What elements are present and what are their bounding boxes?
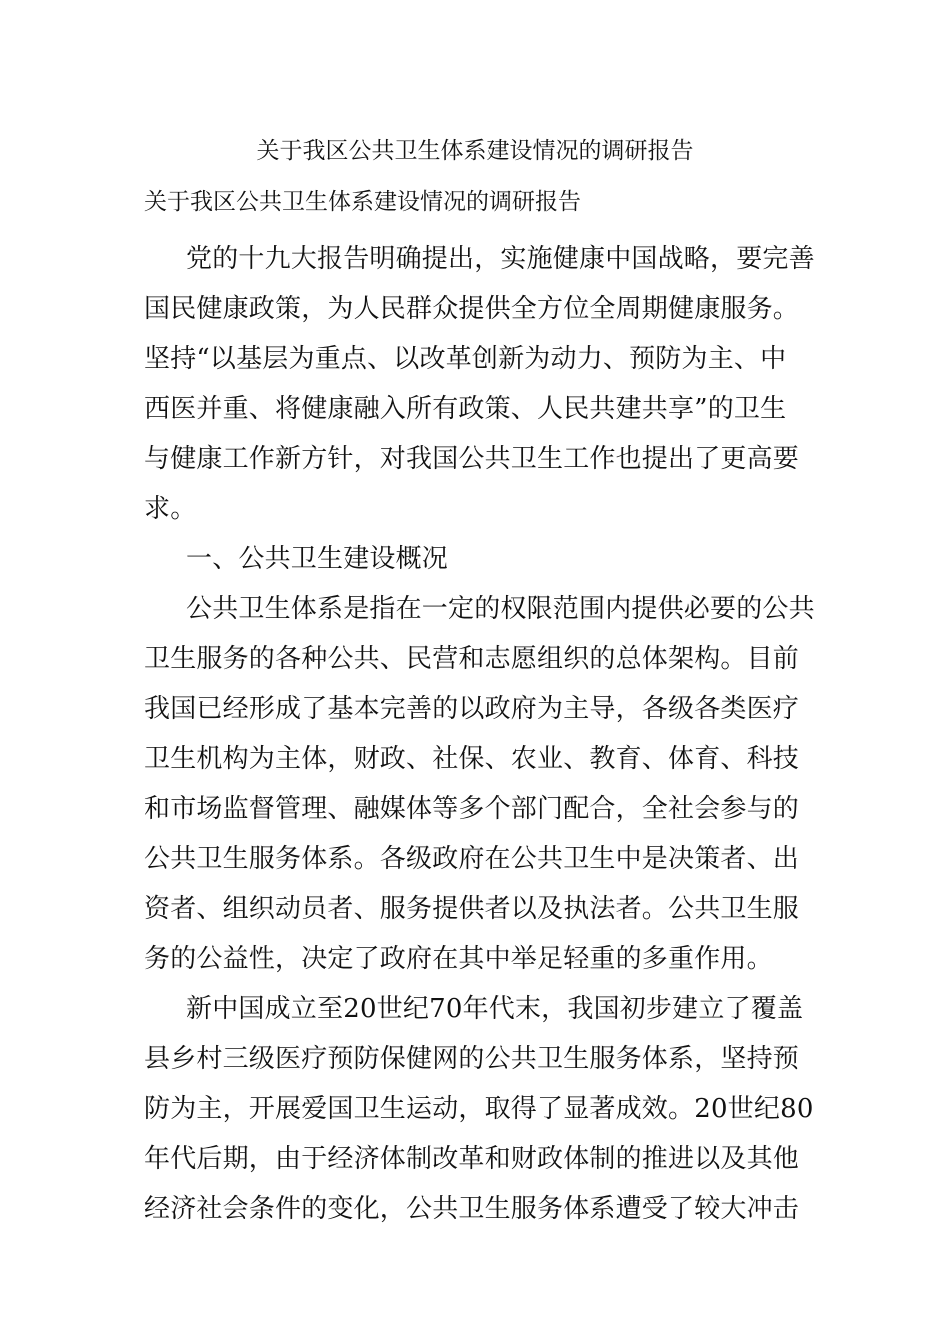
text-line: 经济社会条件的变化，公共卫生服务体系遭受了较大冲击: [144, 1194, 800, 1224]
text-line: 公共卫生体系是指在一定的权限范围内提供必要的公共: [186, 594, 815, 624]
document-subtitle: 关于我区公共卫生体系建设情况的调研报告: [144, 189, 581, 215]
text-line: 务的公益性，决定了政府在其中举足轻重的多重作用。: [144, 944, 773, 974]
text-line: 求。: [144, 494, 197, 524]
text-line: 西医并重、将健康融入所有政策、人民共建共享”的卫生: [144, 394, 787, 424]
document-body: [144, 234, 820, 1234]
text-line: 与健康工作新方针，对我国公共卫生工作也提出了更高要: [144, 444, 800, 474]
text-line: 和市场监督管理、融媒体等多个部门配合，全社会参与的: [144, 794, 800, 824]
text-line: 一、公共卫生建设概况: [186, 544, 449, 574]
text-line: 公共卫生服务体系。各级政府在公共卫生中是决策者、出: [144, 844, 800, 874]
text-line: 年代后期，由于经济体制改革和财政体制的推进以及其他: [144, 1144, 800, 1174]
document-content: [144, 184, 820, 1234]
text-line: 坚持“以基层为重点、以改革创新为动力、预防为主、中: [144, 344, 787, 374]
document-title: 关于我区公共卫生体系建设情况的调研报告: [256, 138, 694, 164]
text-line: 新中国成立至20世纪70年代末，我国初步建立了覆盖: [186, 994, 804, 1024]
text-line: 国民健康政策，为人民群众提供全方位全周期健康服务。: [144, 294, 800, 324]
text-line: 卫生服务的各种公共、民营和志愿组织的总体架构。目前: [144, 644, 800, 674]
text-line: 防为主，开展爱国卫生运动，取得了显著成效。20世纪80: [144, 1094, 814, 1124]
text-line: 县乡村三级医疗预防保健网的公共卫生服务体系，坚持预: [144, 1044, 800, 1074]
text-line: 资者、组织动员者、服务提供者以及执法者。公共卫生服: [144, 894, 800, 924]
text-line: 党的十九大报告明确提出，实施健康中国战略，要完善: [186, 244, 815, 274]
text-line: 我国已经形成了基本完善的以政府为主导，各级各类医疗: [144, 694, 800, 724]
text-line: 卫生机构为主体，财政、社保、农业、教育、体育、科技: [144, 744, 800, 774]
